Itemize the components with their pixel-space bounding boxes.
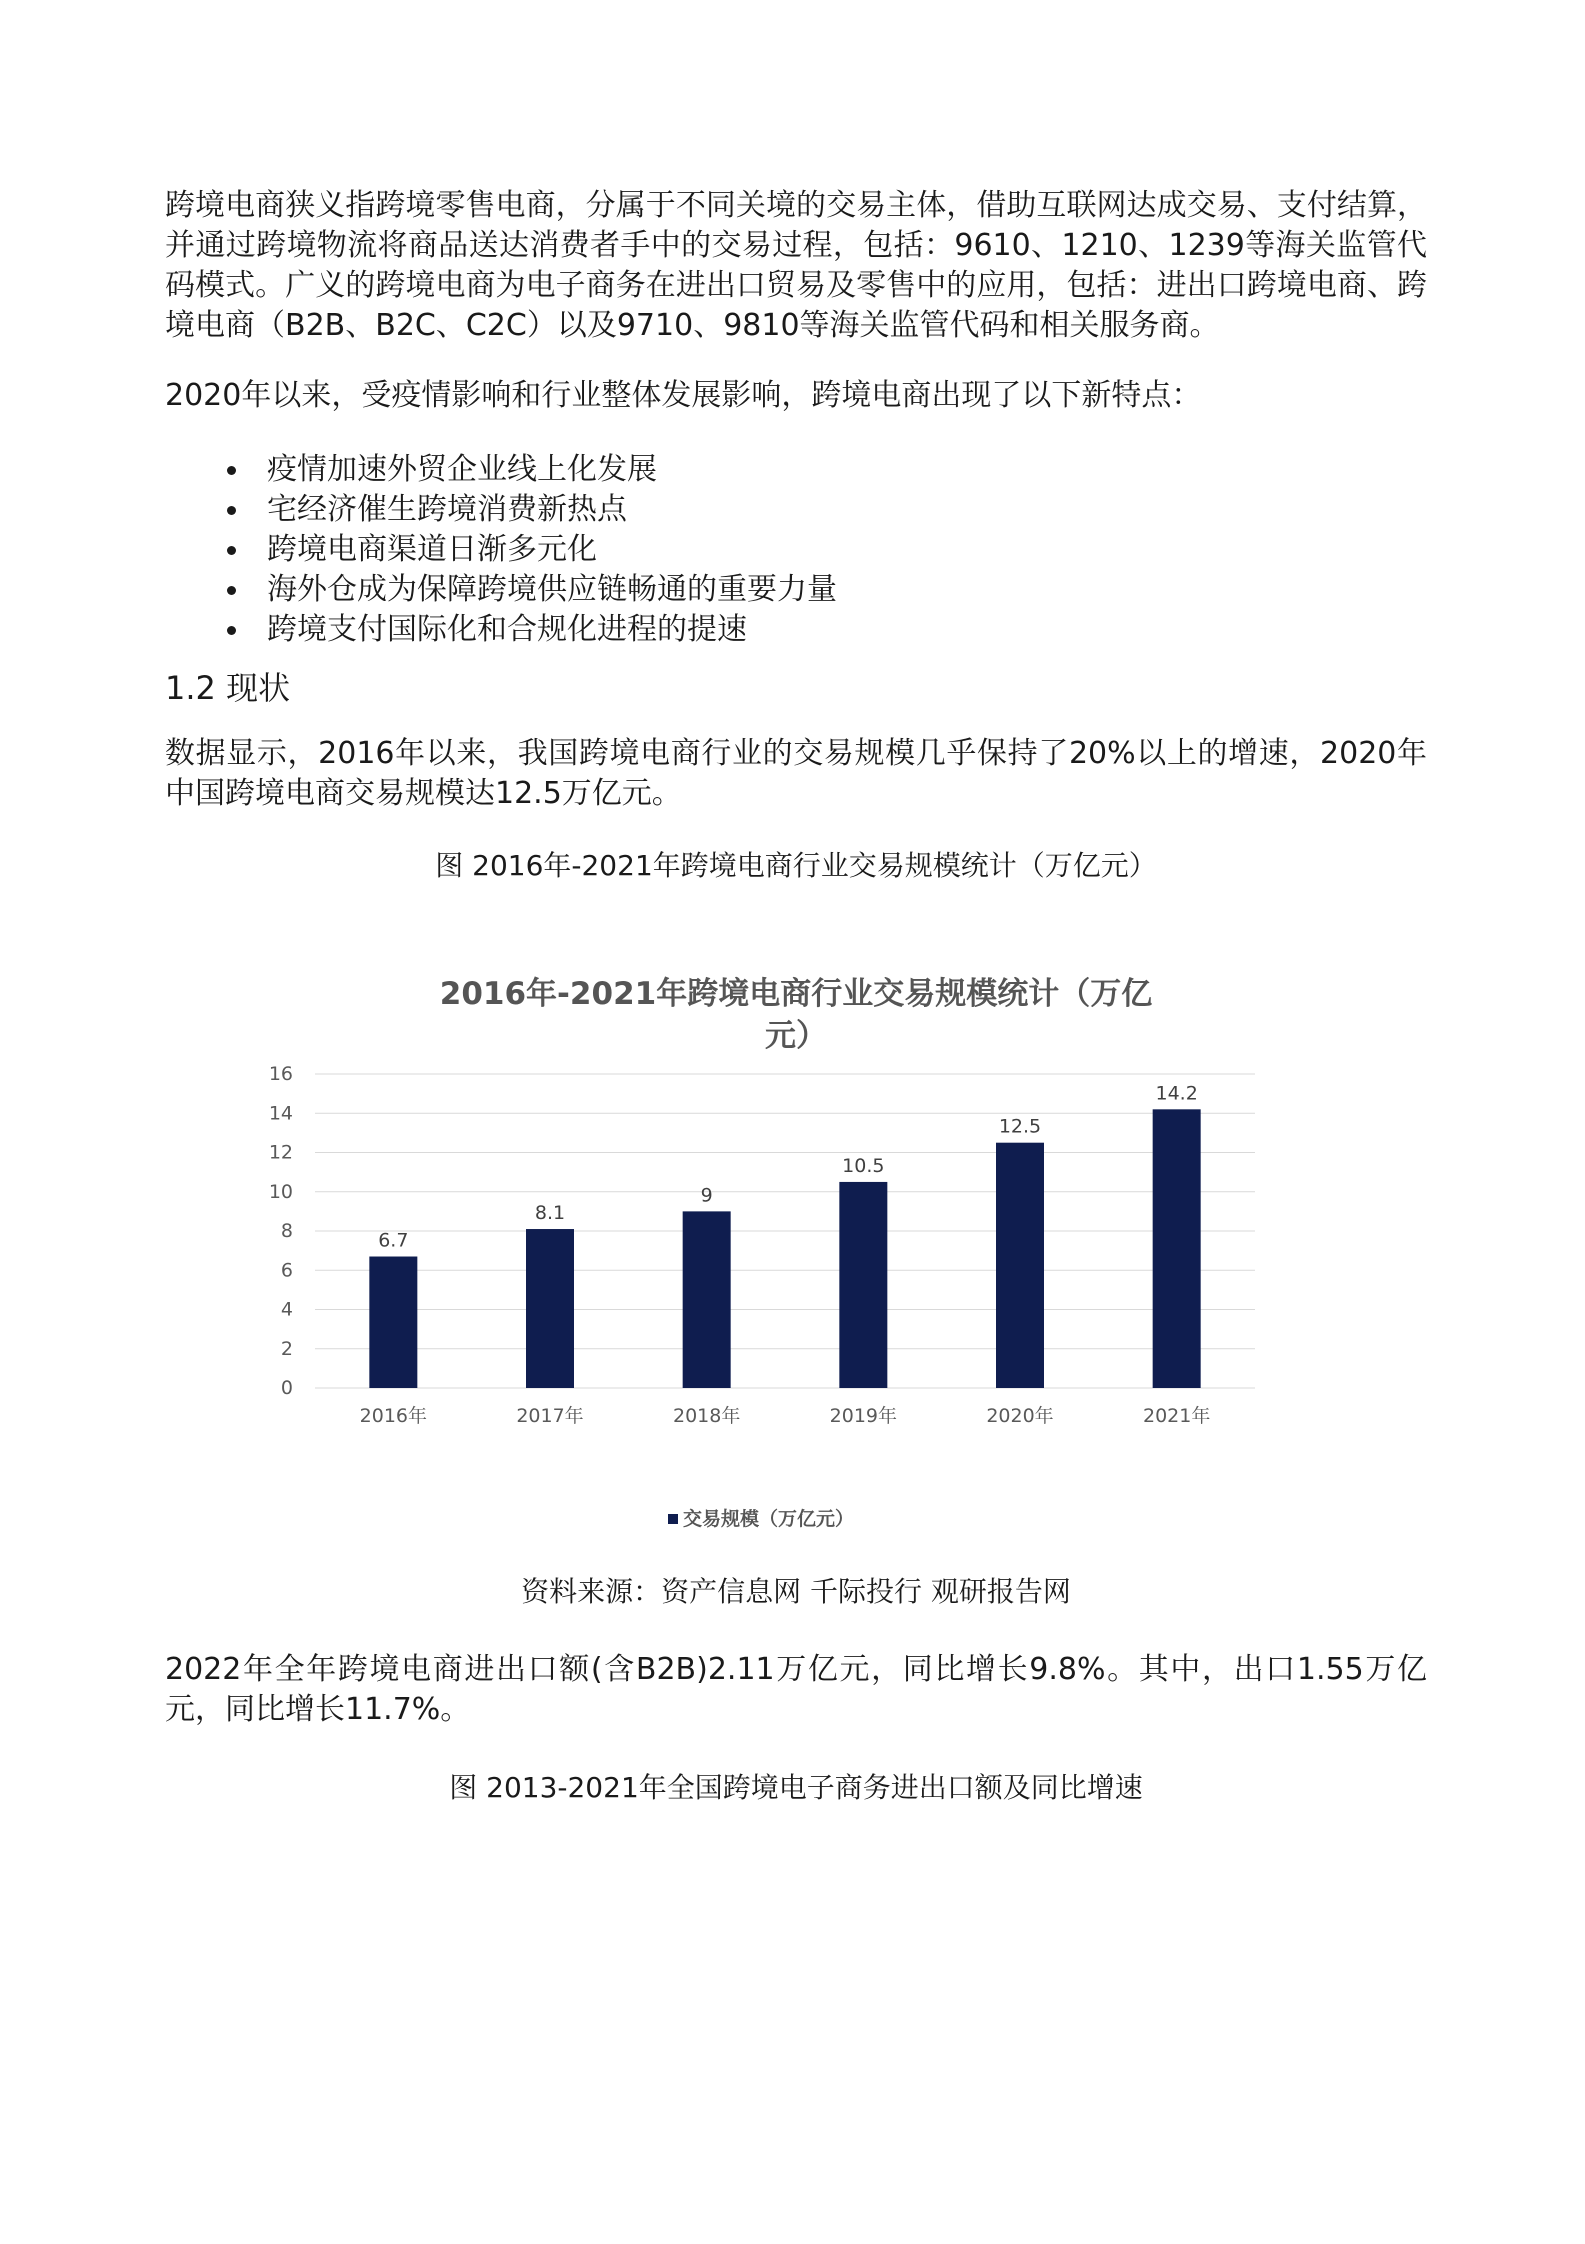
x-tick-label: 2021年	[1142, 1405, 1211, 1427]
bullet-dot-icon	[227, 506, 236, 515]
features-intro-paragraph: 2020年以来，受疫情影响和行业整体发展影响，跨境电商出现了以下新特点：	[165, 378, 1202, 413]
status-paragraph: 数据显示，2016年以来，我国跨境电商行业的交易规模几乎保持了20%以上的增速，2020年中国跨境电商交易规模达12.5万亿元。	[165, 736, 1427, 811]
list-item-text: 宅经济催生跨境消费新热点	[267, 492, 627, 527]
chart-title-line2: 元）	[765, 1018, 827, 1054]
bar-chart-svg	[165, 934, 1427, 1574]
list-item	[227, 530, 1427, 570]
data-label: 12.5	[998, 1115, 1042, 1138]
bar-chart	[165, 934, 1427, 1574]
bullet-dot-icon	[227, 586, 236, 595]
legend-label: 交易规模（万亿元）	[683, 1508, 855, 1530]
list-item	[227, 490, 1427, 530]
export-paragraph: 2022年全年跨境电商进出口额(含B2B)2.11万亿元，同比增长9.8%。其中，出口1.55万亿元，同比增长11.7%。	[165, 1652, 1427, 1727]
list-item-text: 跨境电商渠道日渐多元化	[267, 532, 597, 567]
list-item	[227, 450, 1427, 490]
x-tick-label: 2017年	[516, 1405, 584, 1427]
section-heading: 1.2 现状	[165, 669, 291, 707]
figure1-caption: 图 2016年-2021年跨境电商行业交易规模统计（万亿元）	[435, 849, 1157, 882]
chart-data-labels	[378, 1082, 1198, 1251]
chart-title-line1: 2016年-2021年跨境电商行业交易规模统计（万亿	[439, 976, 1153, 1012]
chart-x-axis	[360, 1405, 1211, 1427]
bullet-dot-icon	[227, 626, 236, 635]
bar	[369, 1257, 417, 1388]
chart-gridlines	[315, 1074, 1255, 1388]
bullet-dot-icon	[227, 546, 236, 555]
source-caption: 资料来源：资产信息网 千际投行 观研报告网	[521, 1575, 1071, 1608]
y-tick-label: 4	[280, 1298, 293, 1321]
y-tick-label: 6	[280, 1259, 293, 1282]
x-tick-label: 2019年	[829, 1405, 898, 1427]
data-label: 14.2	[1155, 1082, 1198, 1105]
x-tick-label: 2020年	[986, 1405, 1054, 1427]
intro-paragraph: 跨境电商狭义指跨境零售电商，分属于不同关境的交易主体，借助互联网达成交易、支付结算，并通过跨境物流将商品送达消费者手中的交易过程，包括：9610、1210、1239等海关监管代码模式。广义的跨境电商为电子商务在进出口贸易及零售中的应用，包括：进出口跨境电商、跨境电商（B2B、B2C、C2C）以及9710、9810等海关监管代码和相关服务商。	[165, 188, 1427, 343]
y-tick-label: 10	[268, 1180, 293, 1203]
list-item-text: 疫情加速外贸企业线上化发展	[267, 452, 657, 487]
bar	[683, 1211, 731, 1388]
figure2-caption: 图 2013-2021年全国跨境电子商务进出口额及同比增速	[449, 1771, 1143, 1804]
y-tick-label: 0	[280, 1377, 293, 1399]
chart-y-axis	[269, 1063, 293, 1399]
y-tick-label: 16	[268, 1063, 293, 1085]
x-tick-label: 2016年	[359, 1405, 428, 1427]
y-tick-label: 8	[280, 1220, 293, 1242]
y-tick-label: 2	[280, 1337, 293, 1360]
bar	[839, 1182, 887, 1388]
data-label: 8.1	[534, 1202, 566, 1225]
y-tick-label: 12	[268, 1141, 293, 1164]
data-label: 9	[700, 1184, 713, 1207]
chart-bars	[369, 1109, 1200, 1388]
bar	[526, 1229, 574, 1388]
list-item-text: 海外仓成为保障跨境供应链畅通的重要力量	[267, 572, 837, 607]
document-page	[165, 186, 1427, 1806]
list-item	[227, 610, 1427, 650]
list-item-text: 跨境支付国际化和合规化进程的提速	[267, 612, 747, 647]
list-item	[227, 570, 1427, 610]
legend-swatch	[668, 1514, 678, 1524]
features-list	[165, 450, 1427, 650]
data-label: 6.7	[378, 1229, 409, 1252]
bar	[996, 1143, 1044, 1388]
y-tick-label: 14	[268, 1102, 293, 1125]
bar	[1153, 1109, 1201, 1388]
x-tick-label: 2018年	[672, 1405, 741, 1427]
bullet-dot-icon	[227, 466, 236, 475]
data-label: 10.5	[842, 1154, 885, 1177]
